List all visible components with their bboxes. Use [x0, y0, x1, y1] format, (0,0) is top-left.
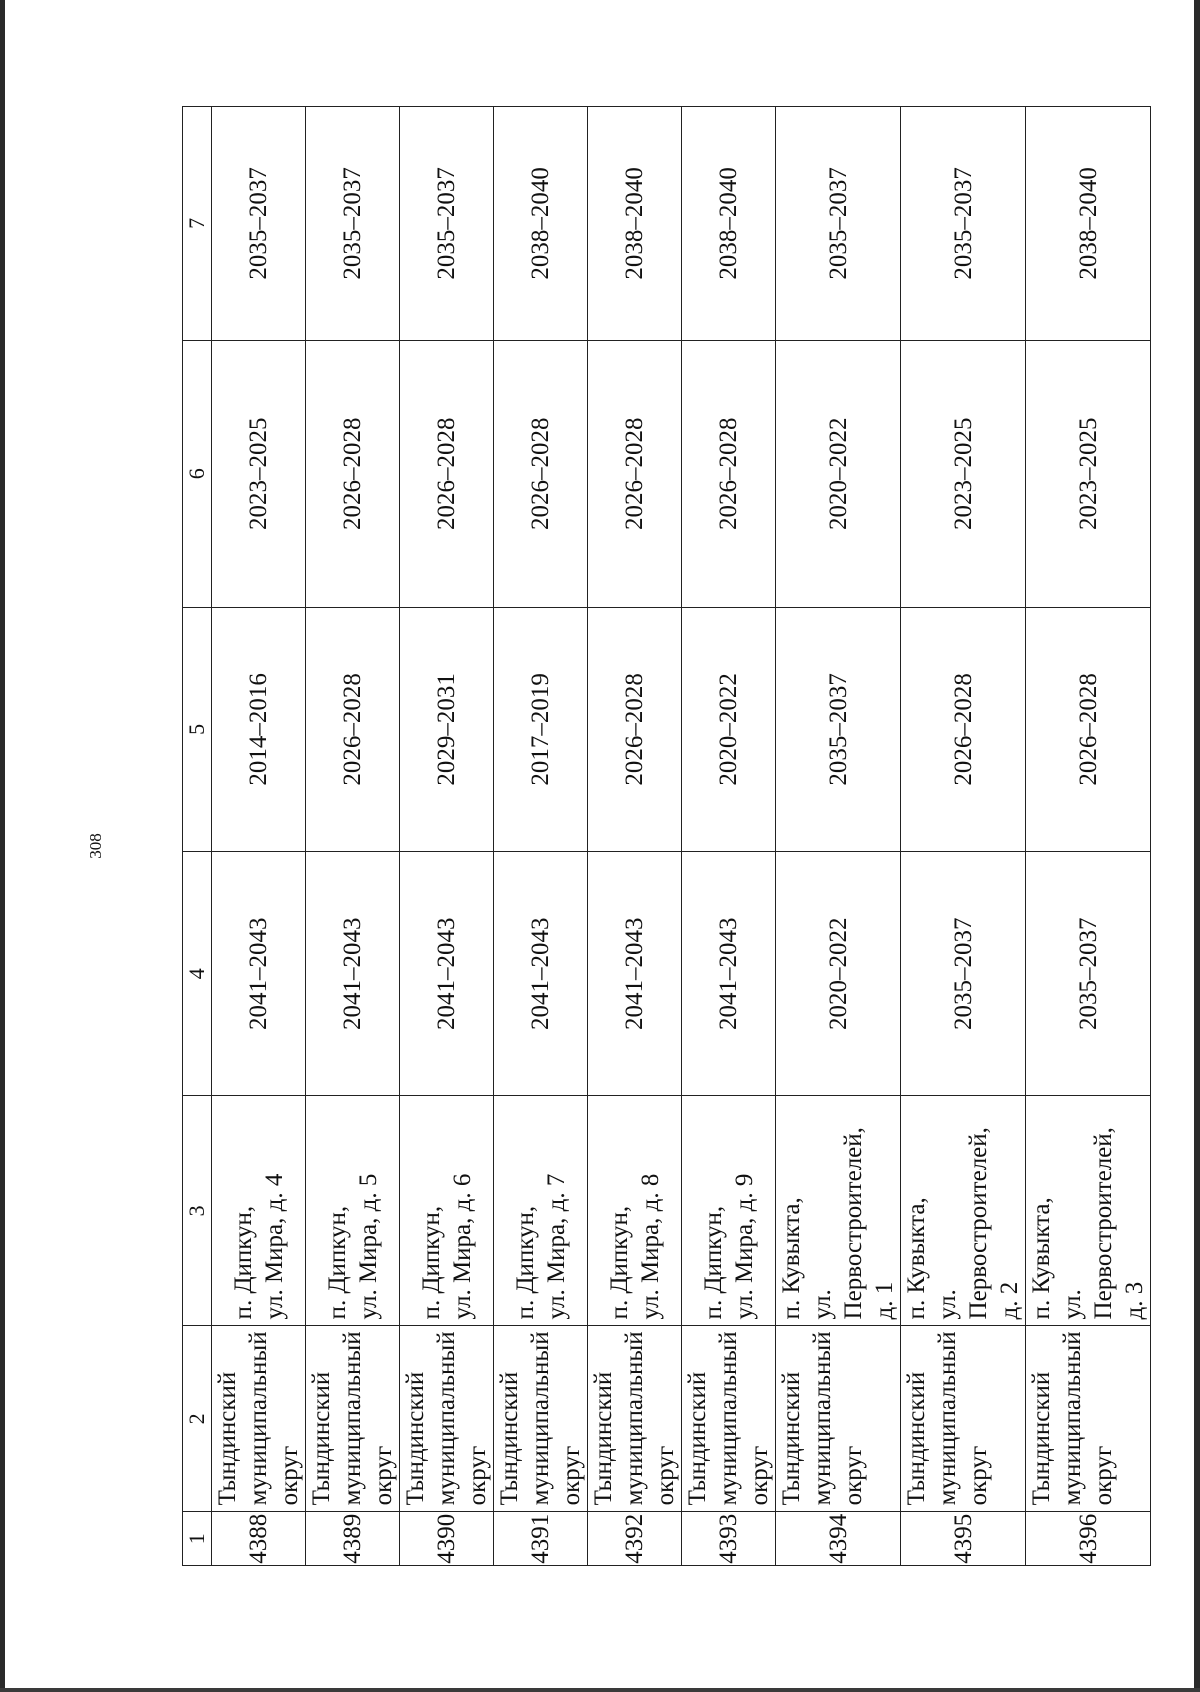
period-cell-col-4: 2041–2043 — [306, 852, 400, 1096]
table-row — [776, 107, 901, 1566]
period-cell-col-4: 2041–2043 — [588, 852, 682, 1096]
table-row — [306, 107, 400, 1566]
district-line: округ — [652, 1445, 679, 1506]
address-line: п. Дипкун, — [323, 1205, 351, 1320]
table-row — [400, 107, 494, 1566]
district-line: муниципальный — [934, 1331, 961, 1506]
period-cell-col-4: 2041–2043 — [494, 852, 588, 1096]
period-cell-col-5: 2035–2037 — [776, 607, 901, 851]
period-cell-col-7: 2035–2037 — [901, 107, 1026, 341]
period-cell-col-7: 2038–2040 — [588, 107, 682, 341]
district-line: Тындинский — [214, 1371, 241, 1506]
address-cell — [400, 1096, 494, 1326]
header-cell-6: 6 — [183, 340, 212, 607]
district-line: округ — [1090, 1445, 1117, 1506]
district-line: округ — [558, 1445, 585, 1506]
period-cell-col-6: 2026–2028 — [494, 340, 588, 607]
period-cell-col-7: 2038–2040 — [682, 107, 776, 341]
period-cell-col-4: 2041–2043 — [682, 852, 776, 1096]
period-cell-col-6: 2026–2028 — [306, 340, 400, 607]
address-cell — [901, 1096, 1026, 1326]
address-line: ул. Мира, д. 8 — [636, 1173, 664, 1320]
table-body — [212, 107, 1151, 1566]
period-cell-col-4: 2035–2037 — [901, 852, 1026, 1096]
rotated-table-container — [182, 106, 1148, 1566]
district-cell — [588, 1326, 682, 1512]
district-line: муниципальный — [809, 1331, 836, 1506]
district-line: муниципальный — [1059, 1331, 1086, 1506]
registry-table — [182, 106, 1151, 1566]
period-cell-col-7: 2038–2040 — [494, 107, 588, 341]
address-line: п. Кувыкта, — [778, 1197, 805, 1320]
district-line: округ — [370, 1445, 397, 1506]
district-line: муниципальный — [715, 1331, 742, 1506]
district-cell — [306, 1326, 400, 1512]
table-row — [901, 107, 1026, 1566]
address-line: ул. Мира, д. 7 — [542, 1173, 570, 1320]
district-line: Тындинский — [903, 1371, 930, 1506]
period-cell-col-5: 2026–2028 — [1026, 607, 1151, 851]
address-cell — [682, 1096, 776, 1326]
district-cell — [1026, 1326, 1151, 1512]
district-line: Тындинский — [308, 1371, 335, 1506]
address-line: д. 1 — [871, 1281, 898, 1320]
address-line: ул. Мира, д. 4 — [260, 1173, 288, 1320]
header-cell-1: 1 — [183, 1512, 212, 1566]
district-cell — [682, 1326, 776, 1512]
period-cell-col-5: 2020–2022 — [682, 607, 776, 851]
period-cell-col-6: 2023–2025 — [901, 340, 1026, 607]
address-line: п. Кувыкта, — [903, 1197, 930, 1320]
address-line: ул. Мира, д. 6 — [448, 1173, 476, 1320]
table-row — [494, 107, 588, 1566]
address-line: д. 2 — [996, 1281, 1023, 1320]
period-cell-col-4: 2035–2037 — [1026, 852, 1151, 1096]
table-row — [212, 107, 306, 1566]
period-cell-col-5: 2017–2019 — [494, 607, 588, 851]
scan-edge-left — [0, 0, 5, 1692]
header-cell-2: 2 — [183, 1326, 212, 1512]
district-line: муниципальный — [339, 1331, 366, 1506]
district-line: Тындинский — [778, 1371, 805, 1506]
address-line: п. Дипкун, — [417, 1205, 445, 1320]
header-cell-7: 7 — [183, 107, 212, 341]
district-cell — [400, 1326, 494, 1512]
address-cell — [1026, 1096, 1151, 1326]
address-line: п. Дипкун, — [605, 1205, 633, 1320]
district-line: округ — [464, 1445, 491, 1506]
address-line: ул. Первостроителей, — [1059, 1127, 1117, 1320]
row-number-cell: 4395 — [901, 1512, 1026, 1566]
period-cell-col-6: 2026–2028 — [682, 340, 776, 607]
period-cell-col-6: 2020–2022 — [776, 340, 901, 607]
table-row — [1026, 107, 1151, 1566]
row-number-cell: 4396 — [1026, 1512, 1151, 1566]
address-cell — [494, 1096, 588, 1326]
period-cell-col-5: 2014–2016 — [212, 607, 306, 851]
address-line: п. Дипкун, — [511, 1205, 539, 1320]
district-line: округ — [840, 1445, 867, 1506]
period-cell-col-4: 2020–2022 — [776, 852, 901, 1096]
table-row — [588, 107, 682, 1566]
period-cell-col-6: 2026–2028 — [588, 340, 682, 607]
district-line: муниципальный — [245, 1331, 272, 1506]
district-line: округ — [746, 1445, 773, 1506]
district-line: муниципальный — [433, 1331, 460, 1506]
row-number-cell: 4394 — [776, 1512, 901, 1566]
district-line: муниципальный — [621, 1331, 648, 1506]
district-line: округ — [965, 1445, 992, 1506]
address-cell — [776, 1096, 901, 1326]
scan-edge-right — [1194, 0, 1200, 1692]
district-cell — [494, 1326, 588, 1512]
district-line: муниципальный — [527, 1331, 554, 1506]
period-cell-col-7: 2035–2037 — [212, 107, 306, 341]
period-cell-col-7: 2038–2040 — [1026, 107, 1151, 341]
address-cell — [588, 1096, 682, 1326]
district-cell — [776, 1326, 901, 1512]
district-line: Тындинский — [496, 1371, 523, 1506]
period-cell-col-5: 2026–2028 — [306, 607, 400, 851]
address-line: п. Дипкун, — [699, 1205, 727, 1320]
district-cell — [901, 1326, 1026, 1512]
address-line: ул. Первостроителей, — [809, 1127, 867, 1320]
page-number: 308 — [86, 833, 105, 859]
period-cell-col-4: 2041–2043 — [212, 852, 306, 1096]
period-cell-col-4: 2041–2043 — [400, 852, 494, 1096]
period-cell-col-7: 2035–2037 — [776, 107, 901, 341]
row-number-cell: 4388 — [212, 1512, 306, 1566]
row-number-cell: 4392 — [588, 1512, 682, 1566]
header-row — [183, 107, 212, 1566]
header-cell-4: 4 — [183, 852, 212, 1096]
row-number-cell: 4393 — [682, 1512, 776, 1566]
address-line: ул. Первостроителей, — [934, 1127, 992, 1320]
table-row — [682, 107, 776, 1566]
address-cell — [212, 1096, 306, 1326]
address-line: д. 3 — [1121, 1281, 1148, 1320]
period-cell-col-5: 2026–2028 — [901, 607, 1026, 851]
address-cell — [306, 1096, 400, 1326]
period-cell-col-5: 2029–2031 — [400, 607, 494, 851]
district-line: Тындинский — [590, 1371, 617, 1506]
district-cell — [212, 1326, 306, 1512]
address-line: ул. Мира, д. 5 — [354, 1173, 382, 1320]
district-line: Тындинский — [402, 1371, 429, 1506]
period-cell-col-6: 2026–2028 — [400, 340, 494, 607]
address-line: п. Кувыкта, — [1028, 1197, 1055, 1320]
row-number-cell: 4389 — [306, 1512, 400, 1566]
scan-edge-bottom — [0, 1688, 1200, 1692]
period-cell-col-6: 2023–2025 — [1026, 340, 1151, 607]
row-number-cell: 4391 — [494, 1512, 588, 1566]
header-cell-3: 3 — [183, 1096, 212, 1326]
period-cell-col-5: 2026–2028 — [588, 607, 682, 851]
address-line: ул. Мира, д. 9 — [730, 1173, 758, 1320]
period-cell-col-7: 2035–2037 — [400, 107, 494, 341]
period-cell-col-6: 2023–2025 — [212, 340, 306, 607]
address-line: п. Дипкун, — [229, 1205, 257, 1320]
period-cell-col-7: 2035–2037 — [306, 107, 400, 341]
district-line: округ — [276, 1445, 303, 1506]
district-line: Тындинский — [684, 1371, 711, 1506]
header-cell-5: 5 — [183, 607, 212, 851]
row-number-cell: 4390 — [400, 1512, 494, 1566]
district-line: Тындинский — [1028, 1371, 1055, 1506]
